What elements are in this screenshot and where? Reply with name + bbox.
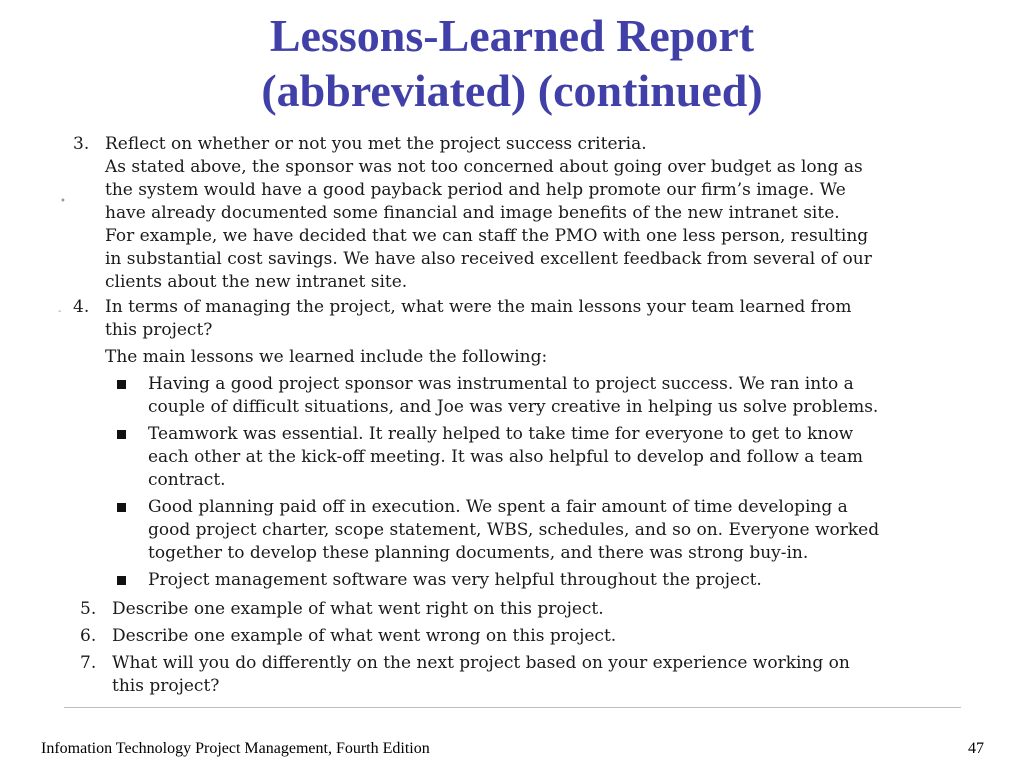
- bullet-line: each other at the kick-off meeting. It was also helpful to develop and follow a team: [148, 447, 863, 467]
- item-7: [60, 652, 960, 698]
- bullet-line: Project management software was very helpful throughout the project.: [148, 570, 762, 590]
- answer-line: in substantial cost savings. We have also received excellent feedback from several of our: [105, 249, 872, 269]
- bullet-square-icon: [117, 380, 126, 389]
- list-item: [60, 423, 960, 492]
- item-question: this project?: [112, 676, 220, 696]
- bullet-line: Having a good project sponsor was instrumental to project success. We ran into a: [148, 374, 854, 394]
- bullet-line: Teamwork was essential. It really helped to take time for everyone to get to know: [148, 424, 854, 444]
- bullet-line: Good planning paid off in execution. We spent a fair amount of time developing a: [148, 497, 848, 517]
- item-5: [60, 598, 960, 621]
- stray-dot: -: [58, 306, 62, 317]
- bullet-square-icon: [117, 430, 126, 439]
- title-line-1: Lessons-Learned Report: [269, 10, 755, 61]
- list-item: [60, 496, 960, 565]
- item-number: 7.: [80, 653, 97, 673]
- item-number: 5.: [80, 599, 97, 619]
- divider: [64, 707, 961, 708]
- answer-line: the system would have a good payback period and help promote our firm’s image. We: [105, 180, 846, 200]
- slide-title: [0, 8, 1024, 118]
- footer-text: Infomation Technology Project Management, Fourth Edition: [41, 740, 430, 757]
- answer-line: As stated above, the sponsor was not too concerned about going over budget as long as: [105, 157, 863, 177]
- item-3: [60, 133, 960, 294]
- item-6: [60, 625, 960, 648]
- title-line-2: (abbreviated) (continued): [261, 65, 763, 116]
- page-number: 47: [968, 740, 984, 757]
- item-question: Describe one example of what went right on this project.: [112, 599, 604, 619]
- item-4: [60, 296, 960, 369]
- answer-line: have already documented some financial and image benefits of the new intranet site.: [105, 203, 840, 223]
- item-question: What will you do differently on the next project based on your experience working on: [112, 653, 850, 673]
- item-question: In terms of managing the project, what were the main lessons your team learned from: [105, 297, 852, 317]
- bullet-square-icon: [117, 576, 126, 585]
- item-number: 3.: [73, 134, 90, 154]
- item-question: this project?: [105, 320, 213, 340]
- answer-line: clients about the new intranet site.: [105, 272, 408, 292]
- bullet-square-icon: [117, 503, 126, 512]
- answer-intro: The main lessons we learned include the following:: [105, 347, 548, 367]
- answer-line: For example, we have decided that we can staff the PMO with one less person, resulting: [105, 226, 869, 246]
- item-number: 4.: [73, 297, 90, 317]
- stray-dot: •: [60, 196, 66, 207]
- list-item: [60, 569, 960, 592]
- item-number: 6.: [80, 626, 97, 646]
- bullet-line: contract.: [148, 470, 226, 490]
- bullet-line: couple of difficult situations, and Joe was very creative in helping us solve problems.: [148, 397, 879, 417]
- bullet-line: good project charter, scope statement, WBS, schedules, and so on. Everyone worked: [148, 520, 880, 540]
- list-item: [60, 373, 960, 419]
- item-question: Reflect on whether or not you met the project success criteria.: [105, 134, 647, 154]
- item-question: Describe one example of what went wrong on this project.: [112, 626, 617, 646]
- bullet-line: together to develop these planning documents, and there was strong buy-in.: [148, 543, 809, 563]
- report-body: [60, 133, 960, 698]
